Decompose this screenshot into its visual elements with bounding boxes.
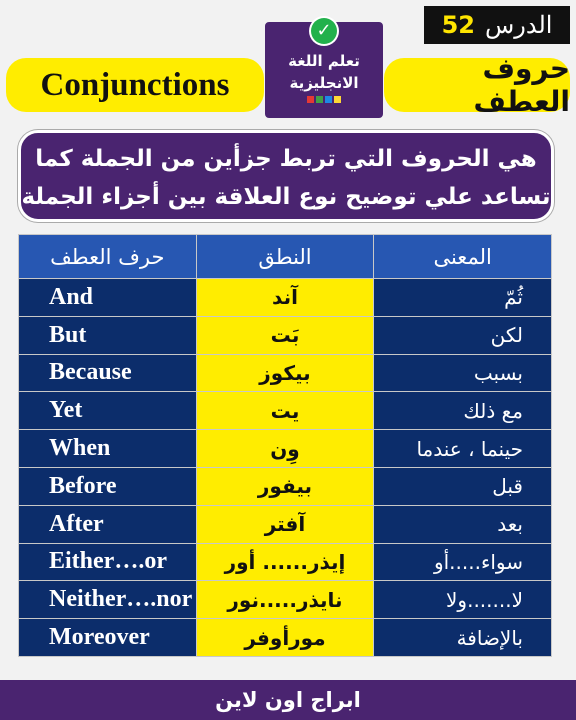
- logo-line-2: الانجليزية: [289, 74, 359, 92]
- meaning-cell: بالإضافة: [374, 619, 552, 657]
- pronunciation-cell: آند: [196, 279, 374, 317]
- footer-brand: ابراج اون لاين: [0, 680, 576, 720]
- table-header-row: [19, 235, 552, 279]
- conjunction-cell: Neither….nor: [19, 581, 197, 619]
- lesson-badge: [424, 6, 570, 44]
- header-conjunction: حرف العطف: [19, 235, 197, 279]
- pronunciation-cell: بيفور: [196, 467, 374, 505]
- conjunction-cell: After: [19, 505, 197, 543]
- pronunciation-cell: إيذر...... أور: [196, 543, 374, 581]
- meaning-cell: لكن: [374, 316, 552, 354]
- pronunciation-cell: مورأوفر: [196, 619, 374, 657]
- pronunciation-cell: وِن: [196, 430, 374, 468]
- meaning-cell: بعد: [374, 505, 552, 543]
- conjunction-cell: When: [19, 430, 197, 468]
- table-row: [19, 316, 552, 354]
- table-row: [19, 619, 552, 657]
- conjunction-cell: Yet: [19, 392, 197, 430]
- pronunciation-cell: بيكوز: [196, 354, 374, 392]
- logo-tile: [307, 96, 314, 103]
- definition-line-1: هي الحروف التي تربط جزأين من الجملة كما: [35, 146, 537, 172]
- pronunciation-cell: بَت: [196, 316, 374, 354]
- header-meaning: المعنى: [374, 235, 552, 279]
- lesson-label: الدرس: [484, 11, 553, 39]
- meaning-cell: قبل: [374, 467, 552, 505]
- conjunction-cell: Either….or: [19, 543, 197, 581]
- title-arabic: حروف العطف: [384, 58, 570, 112]
- conjunction-cell: Before: [19, 467, 197, 505]
- conjunction-cell: And: [19, 279, 197, 317]
- meaning-cell: مع ذلك: [374, 392, 552, 430]
- pronunciation-cell: يت: [196, 392, 374, 430]
- definition-box: [18, 130, 554, 222]
- header-pronunciation: النطق: [196, 235, 374, 279]
- logo-tile: [334, 96, 341, 103]
- logo: [265, 22, 383, 118]
- conjunction-cell: Because: [19, 354, 197, 392]
- table-row: [19, 467, 552, 505]
- table-row: [19, 354, 552, 392]
- table-row: [19, 543, 552, 581]
- table-row: [19, 279, 552, 317]
- title-english: Conjunctions: [6, 58, 264, 112]
- meaning-cell: حينما ، عندما: [374, 430, 552, 468]
- logo-line-1: تعلم اللغة: [288, 52, 360, 70]
- check-icon: ✓: [311, 18, 337, 44]
- meaning-cell: بسبب: [374, 354, 552, 392]
- meaning-cell: لا.......ولا: [374, 581, 552, 619]
- conjunction-cell: But: [19, 316, 197, 354]
- logo-tiles-icon: [307, 96, 341, 103]
- pronunciation-cell: نايذر.....نور: [196, 581, 374, 619]
- pronunciation-cell: آفتر: [196, 505, 374, 543]
- conjunctions-table: [18, 234, 552, 657]
- definition-line-2: تساعد علي توضيح نوع العلاقة بين أجزاء الجملة: [21, 184, 551, 210]
- table-row: [19, 430, 552, 468]
- table-row: [19, 392, 552, 430]
- table-row: [19, 505, 552, 543]
- conjunction-cell: Moreover: [19, 619, 197, 657]
- logo-tile: [316, 96, 323, 103]
- meaning-cell: ثُمّ: [374, 279, 552, 317]
- lesson-number: 52: [441, 11, 475, 39]
- table-row: [19, 581, 552, 619]
- meaning-cell: سواء.....أو: [374, 543, 552, 581]
- logo-tile: [325, 96, 332, 103]
